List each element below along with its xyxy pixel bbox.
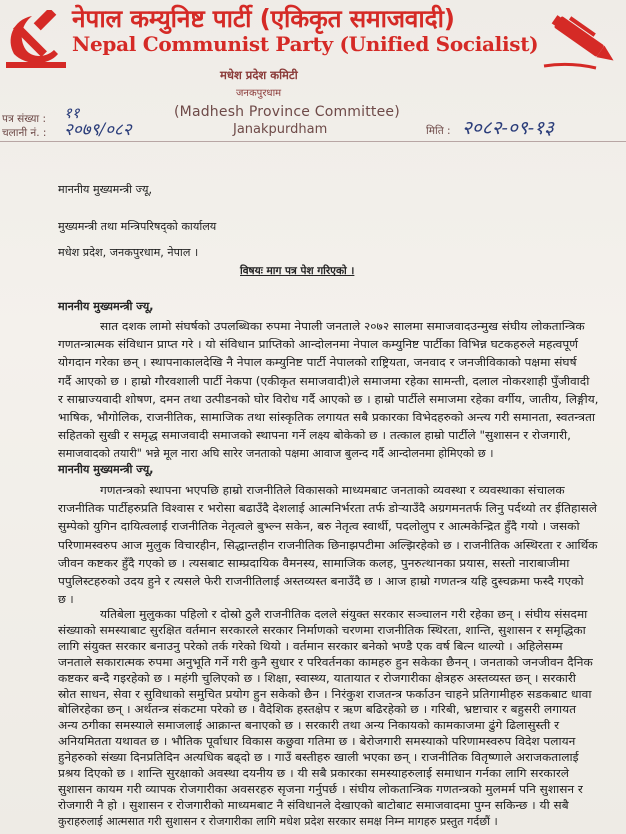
paragraph-line: समाजवादको तयारी" भन्ने मूल नारा अघि सारेर जनताको पक्षमा आवाज बुलन्द गर्दै आन्दोलनमा होमिएको छ । <box>58 447 494 461</box>
paragraph-line: यतिबेला मुलुकका पहिलो र दोस्रो ठुलै राजनीतिक दलले संयुक्त सरकार सञ्चालन गरी रहेका छन् । संघीय संसदमा <box>100 608 588 621</box>
city-nepali: जनकपुरधाम <box>236 88 282 99</box>
paragraph-line: अन्य ठगीका समस्याले समाजलाई आक्रान्त बनाएको छ । सरकारी तथा अन्य निकायको कामकाजमा ढुंगे ढिलासुस्ती र <box>58 719 560 733</box>
addressee-line-1: माननीय मुख्यमन्त्री ज्यू, <box>58 183 153 196</box>
party-name-nepali: नेपाल कम्युनिष्ट पार्टी (एकिकृत समाजवादी) <box>72 4 455 33</box>
addressee-line-3: मधेश प्रदेश, जनकपुरधाम, नेपाल । <box>58 246 199 259</box>
paragraph-line: बोलिरहेका छन् । अर्थतन्त्र संकटमा परेको छ । वैदेशिक हस्तक्षेप र ऋण बढिरहेको छ । गरिबी, भ्रष्टाचार र बहुसरी लगायत <box>58 703 577 717</box>
paragraph-line: सात दशक लामो संघर्षको उपलब्धिका रुपमा नेपाली जनताले २०७२ सालमा समाजवादउन्मुख संघीय लोकतान्त्रिक <box>100 320 585 333</box>
paragraph-line: सुशासन कायम गरी व्यापक रोजगारीका अवसरहरु सृजना गर्नुपर्छ । संघीय लोकतान्त्रिक गणतन्त्रको मुलमर्म पनि सुशासन र <box>58 782 583 796</box>
paragraph-line: लागि संयुक्त सरकार बनाउनु परेको तर्क गरेको थियो । वर्तमान सरकार बनेको भण्डै एक वर्ष बित्न थाल्यो । अहिलेसम्म <box>58 639 563 653</box>
paragraph-line: राजनीतिक पार्टीहरुप्रति विश्वास र भरोसा बढाउँदै देशलाई आत्मनिर्भरता तर्फ डोऱ्याउँदै अग्रगमनतर्फ लिनु पर्दथ्यो तर ईतिहासले <box>58 502 597 516</box>
addressee-line-2: मुख्यमन्त्री तथा मन्त्रिपरिषद्को कार्यालय <box>58 220 217 233</box>
paragraph-line: गणतन्त्रको स्थापना भएपछि हाम्रो राजनीतिले विकासको माध्यमबाट जनताको व्यवस्था र व्यवस्थाका संचालक <box>100 484 565 497</box>
paragraph-line: अनियमितता यथावत छ । भौतिक पूर्वाधार विकास कछुवा गतिमा छ । बेरोजगारी समस्याको परिणामस्वरुप विदेश पलायन <box>58 735 576 749</box>
paragraph-line: छ । <box>58 593 74 607</box>
dispatch-number-label: चलानी नं. : <box>2 127 47 139</box>
paragraph-line: गणतन्त्रात्मक संविधान प्राप्त गरे । यो संविधान प्राप्तिको आन्दोलनमा नेपाल कम्युनिष्ट पार्टीका विभिन्न घटकहरुले महत्वपूर्ण <box>58 338 578 352</box>
paragraph-line: योगदान गरेका छन् । स्थापनाकालदेखि नै नेपाल कम्युनिष्ट पार्टी नेपालको राष्ट्रियता, जनवाद र जनजीविकाको पक्षमा संघर्ष <box>58 356 577 370</box>
subject-line: विषयः माग पत्र पेश गरिएको । <box>240 265 355 277</box>
committee-name-english: (Madhesh Province Committee) <box>174 104 400 120</box>
salutation-2: माननीय मुख्यमन्त्री ज्यू, <box>58 463 154 476</box>
date-value: २०८२-०९-१३ <box>462 117 554 139</box>
dispatch-number-value: २०७९/०८२ <box>64 120 132 140</box>
paragraph-line: जीवन कष्टकर हुँदै गएको छ । त्यसबाट साम्प्रदायिक वैमनस्य, सामाजिक कलह, पुनरुत्थानका प्रयास, सस्तो नाराबाजीमा <box>58 556 570 570</box>
letter-number-label: पत्र संख्या : <box>2 113 47 125</box>
paragraph-line: पपुलिस्टहरुको उदय हुने र त्यसले फेरी राजनीतिलाई अस्तव्यस्त बनाउँदै छ । आज हाम्रो गणतन्त्र यहि दुस्चक्रमा फस्दै गएको <box>58 575 584 588</box>
pen-icon <box>540 4 622 74</box>
paragraph-line: परिणामस्वरुप आज मुलुक विचारहीन, सिद्धान्तहीन राजनीतिक छिनाझपटीमा अल्झिरहेको छ । राजनीतिक अस्थिरता र आर्थिक <box>58 538 598 552</box>
header-divider <box>0 141 626 142</box>
paragraph-line: र साम्राज्यवादी शोषण, दमन तथा उत्पीडनको घोर विरोध गर्दै आएको छ । हाम्रो पार्टीले समाजमा रहेका वर्गीय, जातीय, लिङ्गीय, <box>58 392 599 406</box>
paragraph-line: कुराहरुलाई आत्मसात गरी सुशासन र रोजगारीका लागि मधेश प्रदेश सरकार समक्ष निम्न मागहरु प्रस्तुत गर्दछौं । <box>58 814 498 828</box>
paragraph-line: सहितको सुखी र समृद्ध समाजवादी समाजको स्थापना गर्ने लक्ष्य बोकेको छ । तत्काल हाम्रो पार्टीले "सुशासन र रोजगारी, <box>58 429 571 443</box>
salutation-1: माननीय मुख्यमन्त्री ज्यू, <box>58 300 154 313</box>
hammer-sickle-icon <box>4 10 68 70</box>
paragraph-line: स्रोत साधन, सेवा र सुविधाको समुचित प्रयोग हुन सकेको छैन । निरंकुश राजतन्त्र फर्काउन चाहने प्रतिगामीहरु सडकबाट धावा <box>58 687 592 701</box>
paragraph-line: भाषिक, भौगोलिक, राजनीतिक, सामाजिक तथा सांस्कृतिक लगायत सबै प्रकारका विभेदहरुको अन्त्य गरी समानता, स्वतन्त्रता <box>58 411 596 424</box>
paragraph-line: कष्टकर बन्दै गइरहेको छ । महंगी चुलिएको छ । शिक्षा, स्वास्थ्य, यातायात र रोजगारीका क्षेत्रहरु अस्तव्यस्त छन् । सरकारी <box>58 671 576 685</box>
paragraph-line: संख्याको समस्याबाट सुरक्षित वर्तमान सरकारले सरकार निर्माणको चरणमा राजनीतिक स्थिरता, शान्ति, सुशासन र समृद्धिका <box>58 623 586 637</box>
paragraph-line: जनताले सकारात्मक रुपमा अनुभूति गर्ने गरी कुनै सुधार र परिवर्तनका कामहरु हुन सकेका छैनन् । जनताको जनजीवन दैनिक <box>58 655 593 669</box>
paragraph-line: प्रश्रय दिएको छ । शान्ति सुरक्षाको अवस्था दयनीय छ । यी सबै प्रकारका समस्याहरुलाई समाधान गर्नका लागि सरकारले <box>58 767 569 780</box>
letter-number-value: ११ <box>64 104 80 122</box>
committee-name-nepali: मधेश प्रदेश कमिटी <box>220 68 298 82</box>
paragraph-line: गर्दै आएको छ । हाम्रो गौरवशाली पार्टी नेकपा (एकीकृत समाजवादी)ले समाजमा रहेका सामन्ती, दलाल नोकरशाही पुँजीवादी <box>58 374 590 388</box>
paragraph-line: सुम्पेको युगिन दायित्वलाई राजनीतिक नेतृत्वले बुभ्ल्न सकेन, बरु नेतृत्व स्वार्थी, पदलोलुप र आत्मकेन्द्रित हुँदै गयो । जसको <box>58 520 580 534</box>
party-name-english: Nepal Communist Party (Unified Socialist) <box>72 32 539 56</box>
paragraph-line: रोजगारी नै हो । सुशासन र रोजगारीको माध्यमबाट नै संविधानले देखाएको बाटोबाट समाजवादमा पुग्न सकिन्छ । यी सबै <box>58 798 569 812</box>
city-english: Janakpurdham <box>233 122 328 137</box>
paragraph-line: हुनेहरुको संख्या दिनप्रतिदिन अत्यधिक बढ्दो छ । गाउँ बस्तीहरु खाली भएका छन् । राजनीतिक वितृष्णाले अराजकतालाई <box>58 751 579 765</box>
date-label: मिति : <box>426 125 451 137</box>
